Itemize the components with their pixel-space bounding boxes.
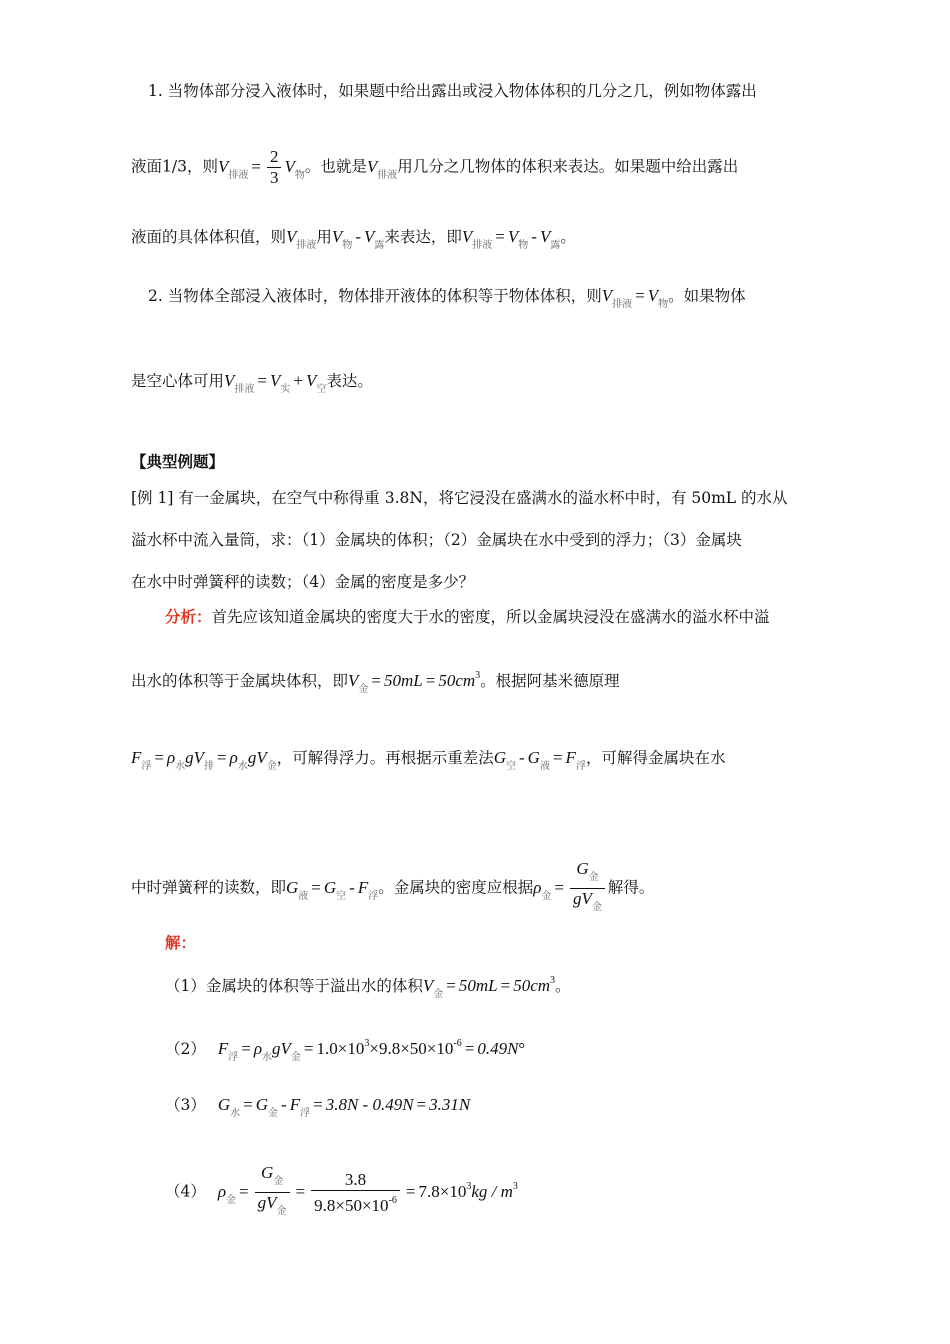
para2-line2: 是空心体可用$V_{排液} = V_实 + V_空$表达。 bbox=[131, 371, 373, 395]
step4-fraction-numeric: $\frac{3.8}{9.8\times 50\times 10^{-6}}$ bbox=[311, 1170, 400, 1216]
example-line1: [例 1] 有一金属块，在空气中称得重 3.8N，将它浸没在盛满水的溢水杯中时，有 50mL 的水从 bbox=[131, 489, 788, 507]
solution-step3: （3） $G_水 = G_金 - F_浮 = 3.8N - 0.49N = 3.31N$ bbox=[165, 1095, 471, 1119]
para1-line2: 液面1/3，则$V_{排液}$ = $\frac{2}{3}$ $V_物$。也就是$V_{排液}$用几分之几物体的体积来表达。如果题中给出露出 bbox=[131, 147, 739, 187]
density-fraction: $\frac{G_金}{gV_金}$ bbox=[570, 859, 605, 918]
solution-step2: （2） $F_浮 = \rho_水gV_金 = 1.0\times 10^3\times 9.8\times 50\times 10^{-6} = 0.49N^\circ$ bbox=[165, 1038, 526, 1063]
solution-step1: （1）金属块的体积等于溢出水的体积$V_金 = 50mL = 50cm^3$。 bbox=[165, 975, 571, 1000]
section-title: 【典型例题】 bbox=[131, 452, 225, 471]
solution-step4: （4） $\rho_金$ = $\frac{G_金}{gV_金}$ = $\frac{3.8}{9.8\times 50\times 10^{-6}}$ = $7.8\times 10^3kg / m^3$ bbox=[165, 1163, 518, 1222]
solution-label: 解： bbox=[165, 933, 197, 952]
fraction-two-thirds: $\frac{2}{3}$ bbox=[267, 147, 282, 188]
analysis-label: 分析： bbox=[165, 607, 212, 626]
step4-fraction-symbolic: $\frac{G_金}{gV_金}$ bbox=[255, 1163, 290, 1222]
para2-line1: 2. 当物体全部浸入液体时，物体排开液体的体积等于物体体积，则$V_{排液} = V_物$。如果物体 bbox=[148, 286, 746, 310]
para1-line1: 1. 当物体部分浸入液体时，如果题中给出露出或浸入物体体积的几分之几，例如物体露出 bbox=[148, 82, 757, 100]
analysis-line1: 分析：首先应该知道金属块的密度大于水的密度，所以金属块浸没在盛满水的溢水杯中溢 bbox=[165, 607, 770, 626]
analysis-line3: $F_浮 = \rho_水gV_排 = \rho_水gV_金$，可解得浮力。再根据示重差法$G_空 - G_液 = F_浮$，可解得金属块在水 bbox=[131, 748, 726, 772]
example-line3: 在水中时弹簧秤的读数；（4）金属的密度是多少？ bbox=[131, 573, 475, 591]
analysis-line2: 出水的体积等于金属块体积，即$V_金 = 50mL = 50cm^3$。根据阿基米德原理 bbox=[131, 670, 620, 695]
analysis-line4: 中时弹簧秤的读数，即$G_液 = G_空 - F_浮$。金属块的密度应根据$\rho_金$ = $\frac{G_金}{gV_金}$ 解得。 bbox=[131, 859, 654, 918]
formula-v-pai-ye: $V_{排液}$ bbox=[217, 156, 249, 181]
text: 液面1/3，则 bbox=[131, 157, 218, 176]
example-line2: 溢水杯中流入量筒，求：（1）金属块的体积；（2）金属块在水中受到的浮力；（3）金属块 bbox=[131, 531, 742, 549]
para1-line3: 液面的具体体积值，则$V_{排液}$用$V_物 - V_露$来表达，即$V_{排液} = V_物 - V_露$。 bbox=[131, 227, 576, 251]
